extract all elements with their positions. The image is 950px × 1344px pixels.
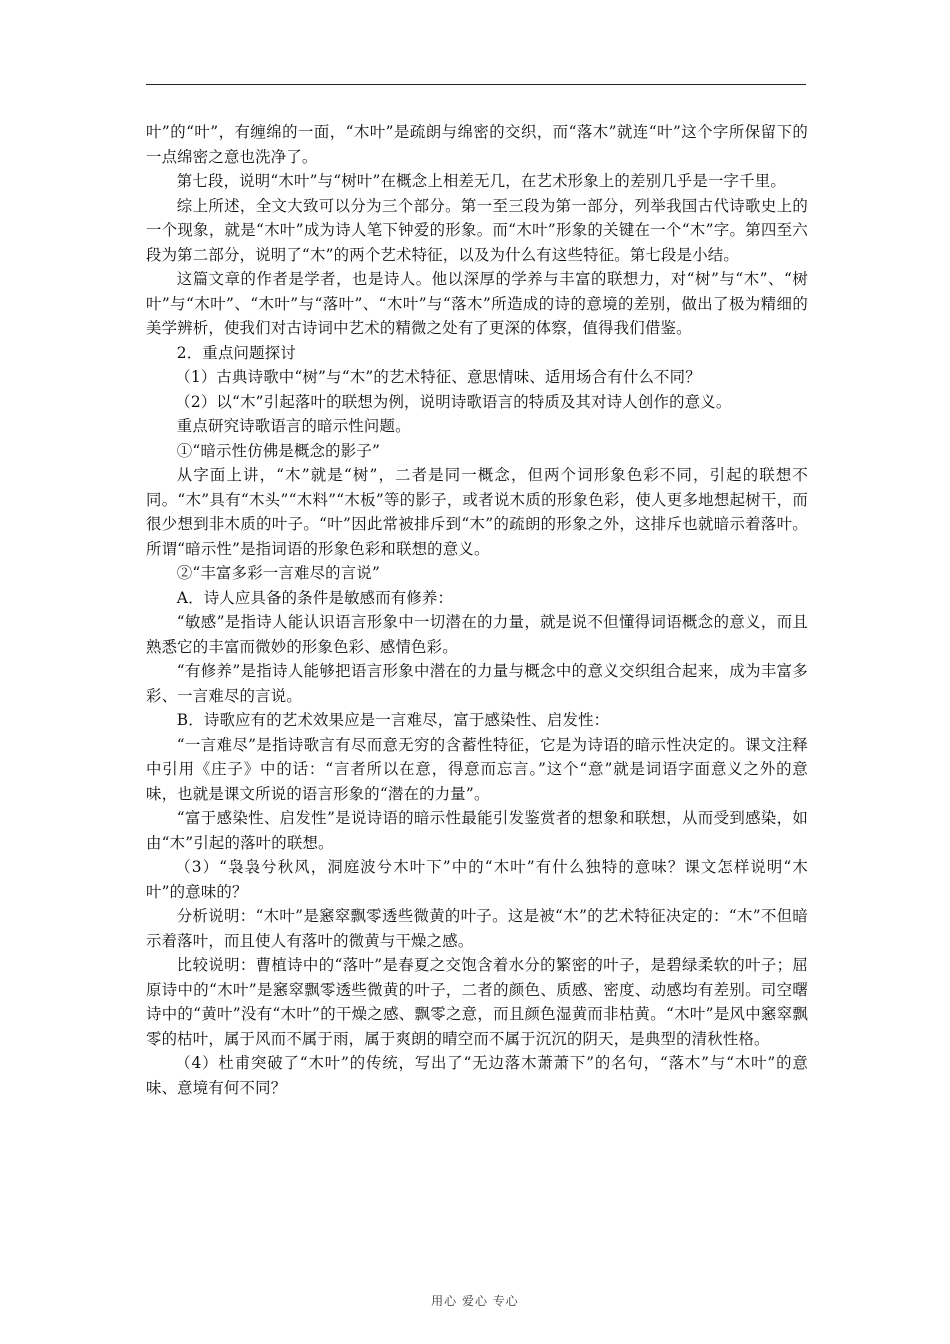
header-rule [146,84,806,85]
document-body [146,120,808,1100]
section-heading-key-questions: 2．重点问题探讨 [176,343,296,362]
question-3: （3）“袅袅兮秋风，洞庭波兮木叶下”中的“木叶”有什么独特的意味？课文怎样说明“木叶”的意味的？ [146,858,808,901]
page-footer: 用心 爱心 专心 [431,1294,519,1308]
paragraph-section-seven: 第七段，说明“木叶”与“树叶”在概念上相差无几，在艺术形象上的差别几乎是一字千里。 [176,172,786,190]
question-1: （1）古典诗歌中“树”与“木”的艺术特征、意思情味、适用场合有什么不同？ [175,368,701,386]
paragraph-analysis: 分析说明：“木叶”是窸窣飘零透些微黄的叶子。这是被“木”的艺术特征决定的：“木”不但暗示着落叶，而且使人有落叶的微黄与干燥之感。 [146,907,808,950]
paragraph-cultivation: “有修养”是指诗人能够把语言形象中潜在的力量与概念中的意义交织组合起来，成为丰富多彩、一言难尽的言说。 [146,662,808,705]
item-a-heading: A．诗人应具备的条件是敏感而有修养： [176,588,454,607]
question-2: （2）以“木”引起落叶的联想为例，说明诗歌语言的特质及其对诗人创作的意义。 [175,392,732,411]
question-4: （4）杜甫突破了“木叶”的传统，写出了“无边落木萧萧下”的名句，“落木”与“木叶”的意味、意境有何不同？ [146,1054,808,1097]
paragraph-sensitivity: “敏感”是指诗人能认识语言形象中一切潜在的力量，就是说不但懂得词语概念的意义，而且熟悉它的丰富而微妙的形象色彩、感情色彩。 [146,613,808,656]
paragraph-continuation: 叶”的“叶”，有缠绵的一面，“木叶”是疏朗与绵密的交织，而“落木”就连“叶”这个字所保留下的一点绵密之意也洗净了。 [146,123,808,166]
paragraph-suggestiveness: 从字面上讲，“木”就是“树”，二者是同一概念，但两个词形象色彩不同，引起的联想不同。“木”具有“木头”“木料”“木板”等的影子，或者说木质的形象色彩，使人更多地想起树干，而很少想到非木质的叶子。“叶”因此常被排斥到“木”的疏朗的形象之外，这排斥也就暗示着落叶。所谓“暗示性”是指词语的形象色彩和联想的意义。 [146,466,808,558]
paragraph-focus: 重点研究诗歌语言的暗示性问题。 [176,417,411,435]
point-1-heading: ①“暗示性仿佛是概念的影子” [176,441,381,460]
paragraph-comparison: 比较说明：曹植诗中的“落叶”是春夏之交饱含着水分的繁密的叶子，是碧绿柔软的叶子；屈原诗中的“木叶”是窸窣飘零透些微黄的叶子，二者的颜色、质感、密度、动感均有差别。司空曙诗中的“黄叶”没有“木叶”的干燥之感、飘零之意，而且颜色湿黄而非枯黄。“木叶”是风中窸窣飘零的枯叶，属于风而不属于雨，属于爽朗的晴空而不属于沉沉的阴天，是典型的清秋性格。 [146,956,808,1048]
paragraph-summary: 综上所述，全文大致可以分为三个部分。第一至三段为第一部分，列举我国古代诗歌史上的一个现象，就是“木叶”成为诗人笔下钟爱的形象。而“木叶”形象的关键在一个“木”字。第四至六段为第二部分，说明了“木”的两个艺术特征，以及为什么有这些特征。第七段是小结。 [146,196,808,264]
paragraph-author: 这篇文章的作者是学者，也是诗人。他以深厚的学养与丰富的联想力，对“树”与“木”、“树叶”与“木叶”、“木叶”与“落叶”、“木叶”与“落木”所造成的诗的意境的差别，做出了极为精细的美学辨析，使我们对古诗词中艺术的精微之处有了更深的体察，值得我们借鉴。 [146,270,808,337]
point-2-heading: ②“丰富多彩一言难尽的言说” [176,564,381,582]
paragraph-inexhaustible: “一言难尽”是指诗歌言有尽而意无穷的含蓄性特征，它是为诗语的暗示性决定的。课文注释中引用《庄子》中的话：“言者所以在意，得意而忘言。”这个“意”就是词语字面意义之外的意味，也就是课文所说的语言形象的“潜在的力量”。 [146,735,808,803]
paragraph-inspiring: “富于感染性、启发性”是说诗语的暗示性最能引发鉴赏者的想象和联想，从而受到感染，如由“木”引起的落叶的联想。 [146,809,808,852]
item-b-heading: B．诗歌应有的艺术效果应是一言难尽，富于感染性、启发性： [176,711,610,729]
